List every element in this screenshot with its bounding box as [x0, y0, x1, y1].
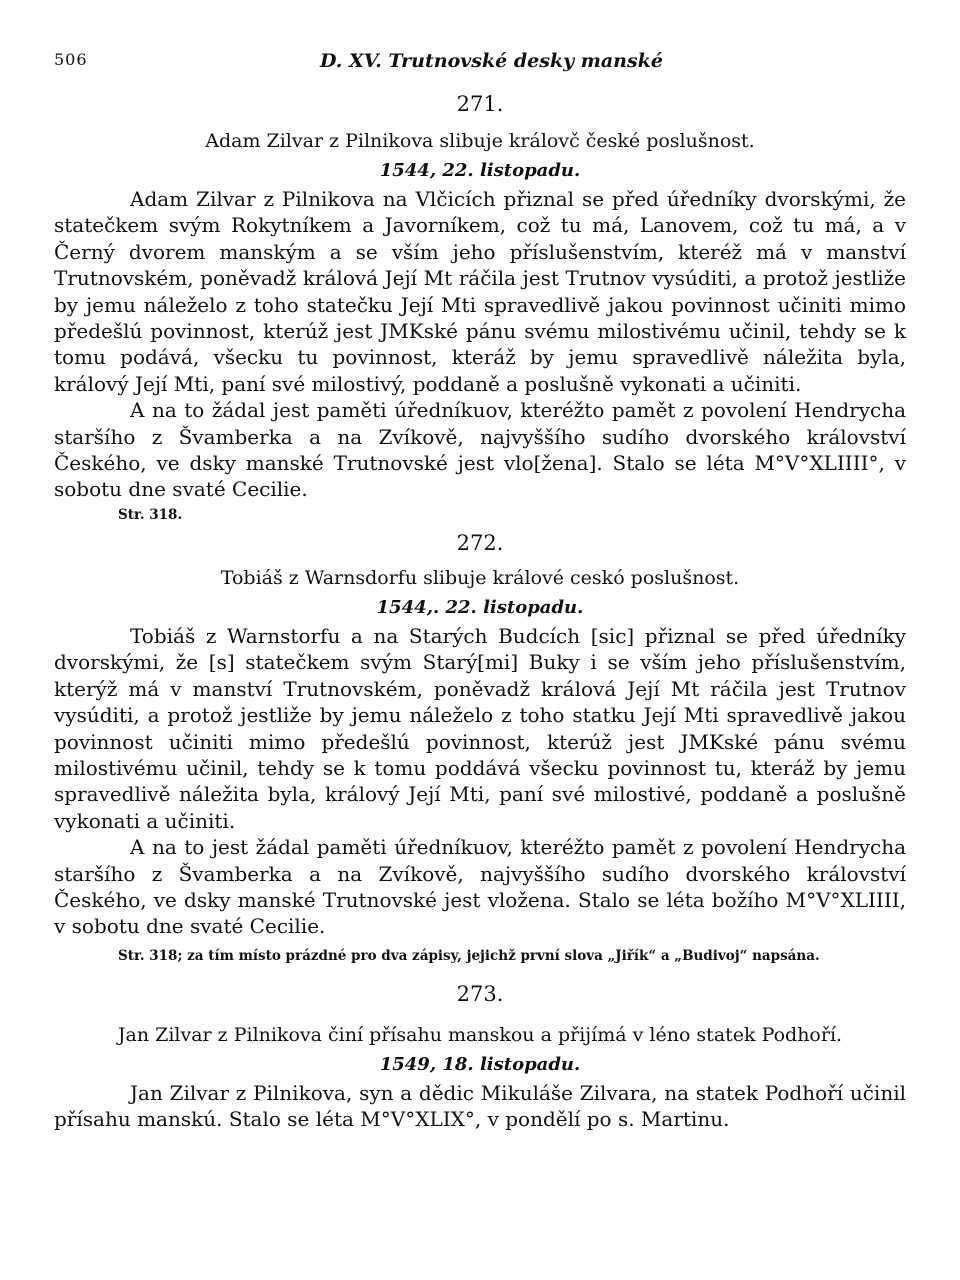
entry-273: [54, 980, 906, 1133]
entry-paragraph: A na to žádal jest paměti úředníkuov, kteréžto pamět z povolení Hendrycha staršího z Švamberka a na Zvíkově, najvyššího sudího dvorského království Českého, ve dsky manské Trutnovské jest vlo[žena]. Stalo se léta M°V°XLIIII°, v sobotu dne svaté Cecilie.: [54, 398, 906, 502]
source-note: Str. 318; za tím místo prázdné pro dva zápisy, jejichž první slova „Jiřík“ a „Budivoj“ napsána.: [118, 947, 820, 964]
entry-272: [54, 529, 906, 966]
entry-number: 273.: [456, 981, 504, 1006]
running-title: D. XV. Trutnovské desky manské: [320, 50, 663, 72]
entry-date: 1544, 22. listopadu.: [379, 160, 581, 181]
entry-heading: Adam Zilvar z Pilnikova slibuje královč české poslušnost.: [205, 130, 755, 152]
entry-paragraph: Jan Zilvar z Pilnikova, syn a dědic Mikuláše Zilvara, na statek Podhoří učinil přísahu manskú. Stalo se léta M°V°XLIX°, v pondělí po s. Martinu.: [54, 1080, 906, 1132]
entry-heading: Jan Zilvar z Pilnikova činí přísahu manskou a přijímá v léno statek Podhoří.: [117, 1023, 843, 1046]
source-note: Str. 318.: [118, 506, 183, 523]
entry-271: [54, 90, 906, 525]
entry-heading: Tobiáš z Warnsdorfu slibuje králové ceskó poslušnost.: [220, 566, 740, 589]
entry-paragraph: A na to jest žádal paměti úředníkuov, kteréžto pamět z povolení Hendrycha staršího z Švamberka a na Zvíkově, najvyššího sudího dvorského království Českého, ve dsky manské Trutnovské jest vložena. Stalo se léta božího M°V°XLIIII, v sobotu dne svaté Cecilie.: [54, 835, 906, 939]
entry-date: 1544,. 22. listopadu.: [376, 596, 584, 618]
entry-date: 1549, 18. listopadu.: [379, 1053, 581, 1075]
entry-number: 272.: [456, 530, 504, 555]
entry-number: 271.: [456, 92, 504, 116]
running-head: [54, 40, 906, 72]
document-page: [54, 40, 906, 1133]
entry-paragraph: Adam Zilvar z Pilnikova na Vlčicích přiznal se před úředníky dvorskými, že statečkem svým Rokytníkem a Javorníkem, což tu má, Lanovem, což tu má, a v Černý dvorem manským a se vším jeho příslušenstvím, kteréž má v manství Trutnovském, poněvadž králová Její Mt ráčila jest Trutnov vysúditi, a protož jestliže by jemu náleželo z toho statečku Její Mti spravedlivě jakou povinnost učiniti mimo předešlú povinnost, kterúž jest JMKské pánu svému milostivému učinil, tehdy se k tomu podává, všecku tu povinnost, kteráž by jemu spravedlivě náležita byla, králový Její Mti, paní své milostivý, poddaně a poslušně vykonati a učiniti.: [54, 187, 906, 396]
page-number: 506: [54, 50, 88, 69]
entry-paragraph: Tobiáš z Warnstorfu a na Starých Budcích [sic] přiznal se před úředníky dvorskými, že [s] statečkem svým Starý[mi] Buky i se vším jeho příslušenstvím, kterýž má v manství Trutnovském, poněvadž králová Její Mt ráčila jest Trutnov vysúditi, a protož jestliže by jemu náleželo z toho statku Její Mti spravedlivě jakou povinnost učiniti mimo předešlú povinnost, kterúž jest JMKské pánu svému milostivému učinil, tehdy se k tomu poddává všecku povinnost tu, kteráž by jemu spravedlivě náležita byla, králový Její Mti, paní své milostivé, poddaně a poslušně vykonati a učiniti.: [54, 623, 906, 833]
